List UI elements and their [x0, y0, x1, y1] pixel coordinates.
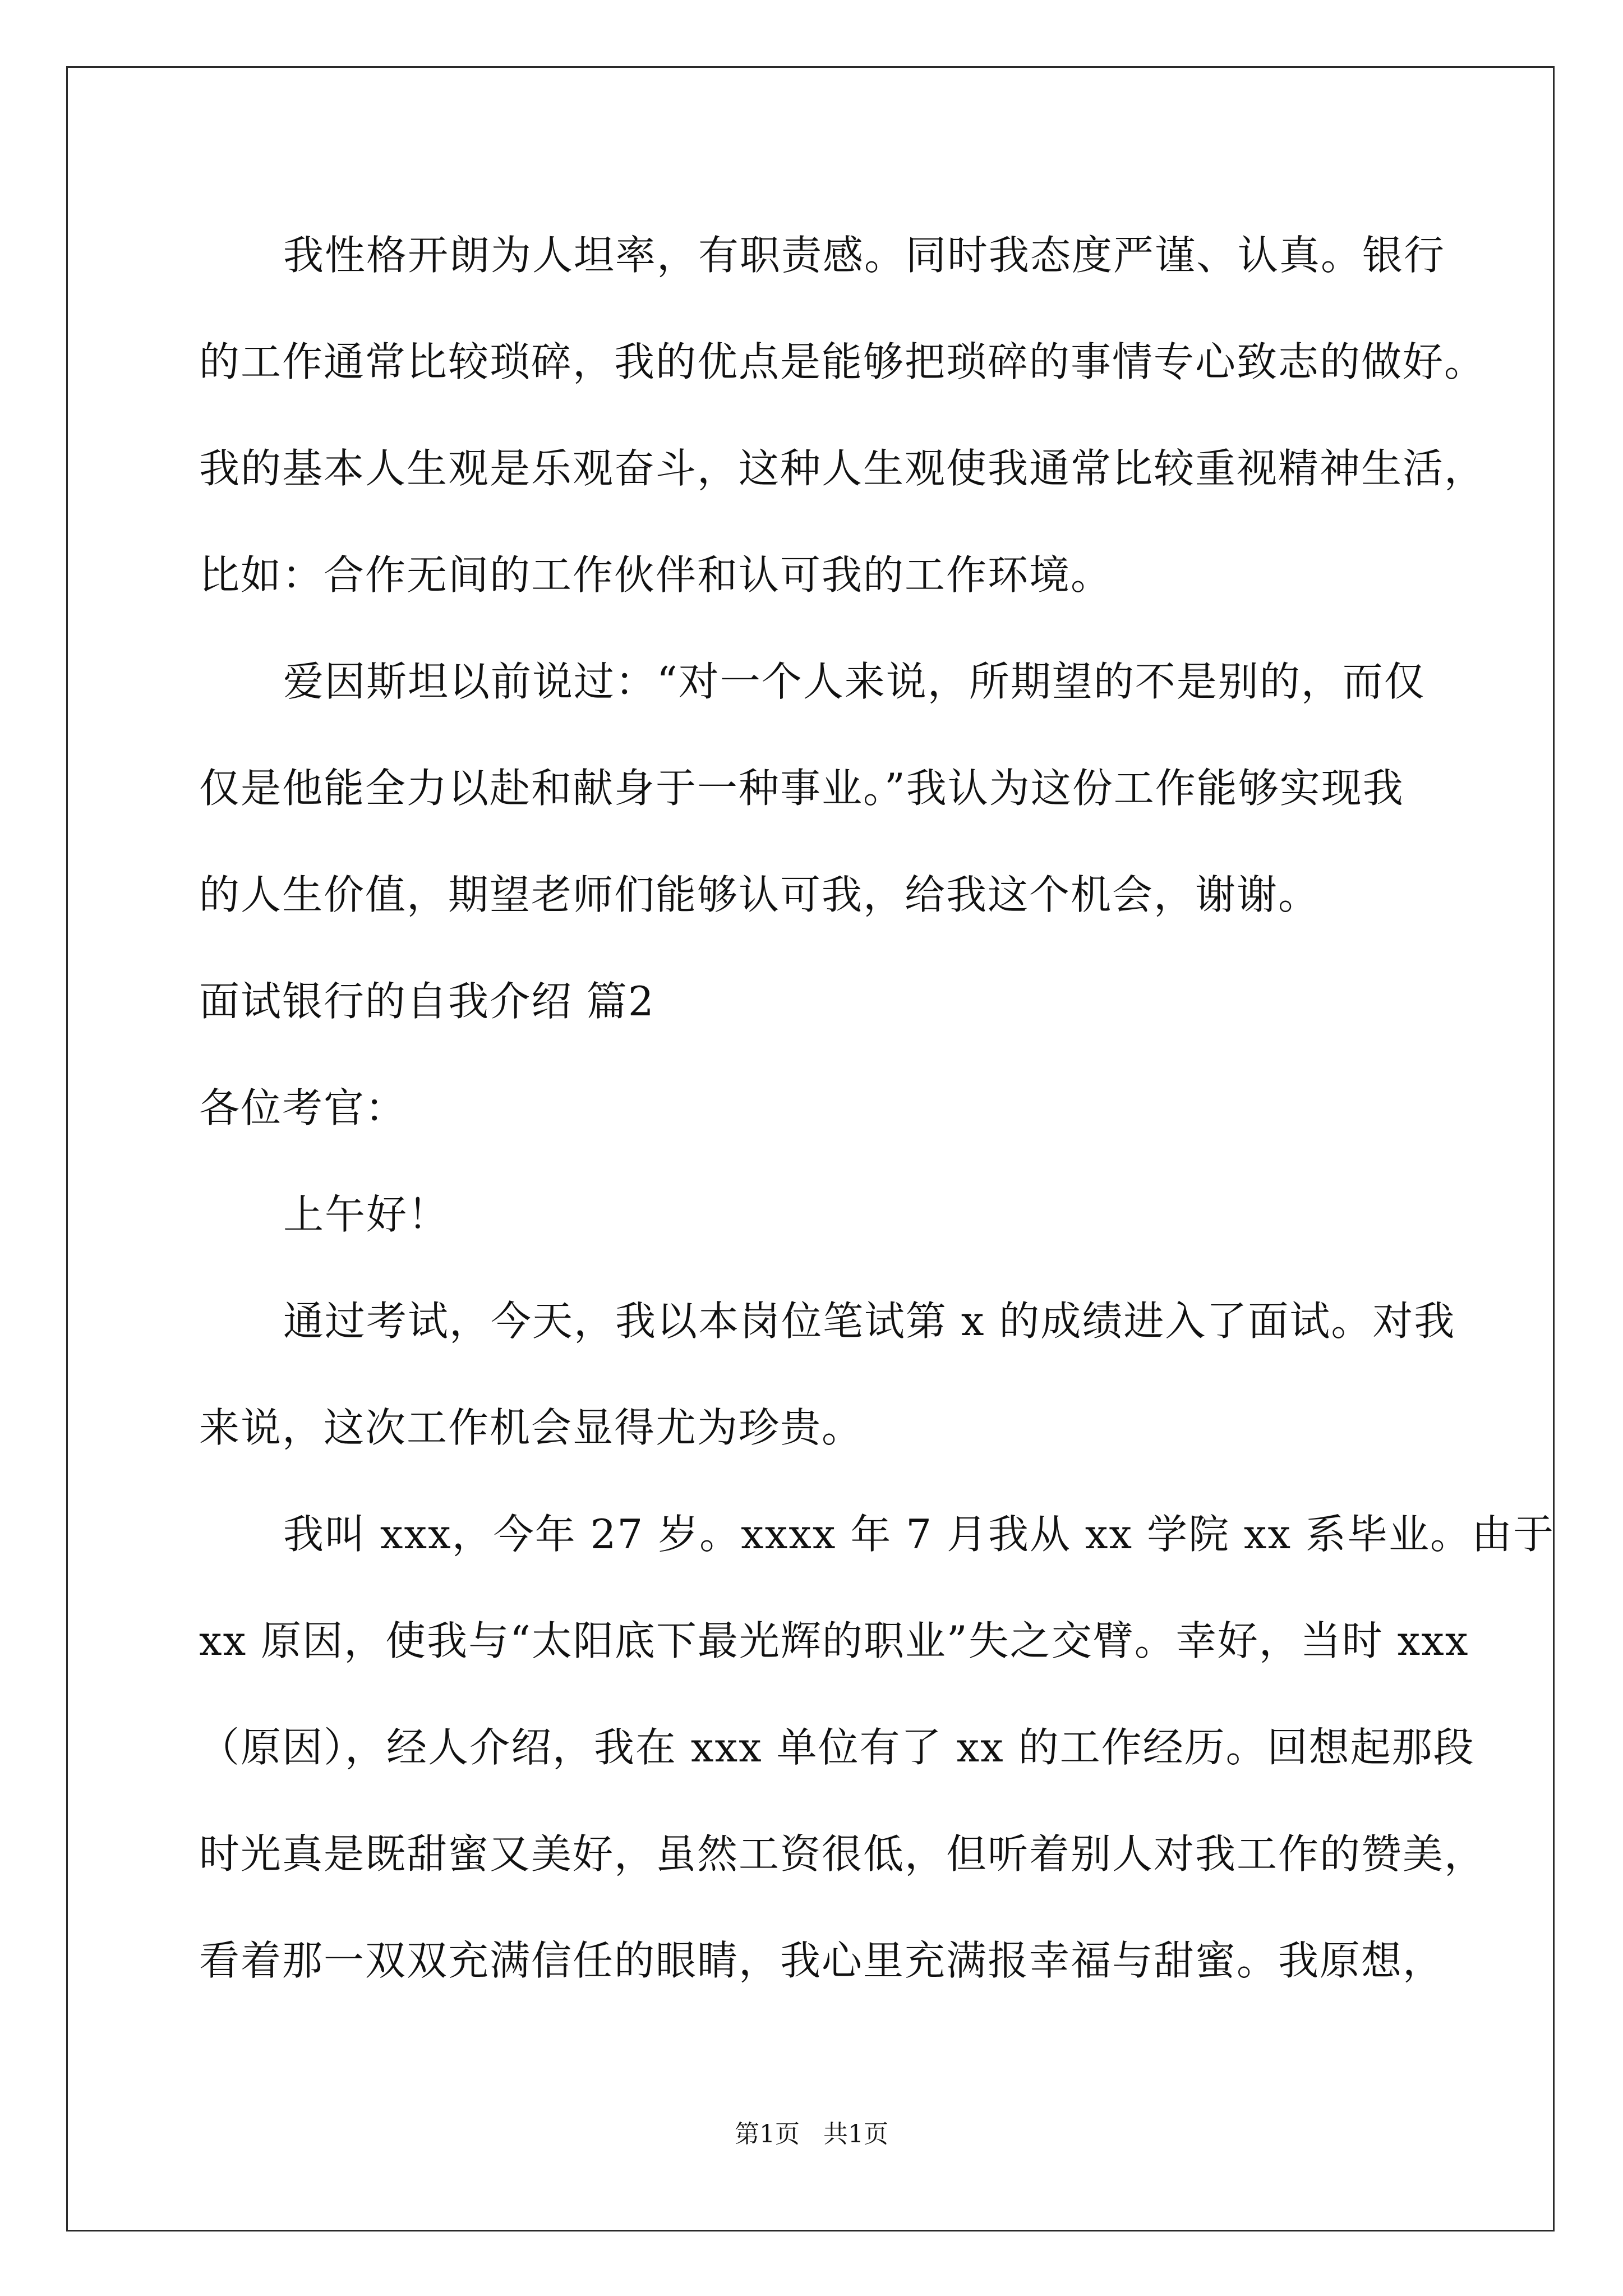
- section-heading: 面试银行的自我介绍 篇2: [199, 978, 655, 1025]
- paragraph-line: 比如：合作无间的工作伙伴和认可我的工作环境。: [199, 551, 1113, 599]
- paragraph-line: 时光真是既甜蜜又美好，虽然工资很低，但听着别人对我工作的赞美，: [199, 1830, 1486, 1878]
- document-body: [199, 202, 1555, 2014]
- paragraph-line: 看着那一双双充满信任的眼睛，我心里充满报幸福与甜蜜。我原想，: [199, 1937, 1445, 1984]
- paragraph-line: 我叫 xxx，今年 27 岁。xxxx 年 7 月我从 xx 学院 xx 系毕业。由于: [283, 1511, 1555, 1558]
- paragraph-line: 我性格开朗为人坦率，有职责感。同时我态度严谨、认真。银行: [283, 232, 1446, 279]
- paragraph-line: 爱因斯坦以前说过：“对一个人来说，所期望的不是别的，而仅: [283, 658, 1426, 705]
- paragraph-line: 仅是他能全力以赴和献身于一种事业。”我认为这份工作能够实现我: [199, 765, 1404, 812]
- salutation: 各位考官：: [199, 1084, 407, 1131]
- paragraph-line: （原因），经人介绍，我在 xxx 单位有了 xx 的工作经历。回想起那段: [199, 1724, 1475, 1771]
- paragraph-line: 的工作通常比较琐碎，我的优点是能够把琐碎的事情专心致志的做好。: [199, 338, 1486, 385]
- greeting: 上午好！: [283, 1191, 450, 1238]
- paragraph-line: 我的基本人生观是乐观奋斗，这种人生观使我通常比较重视精神生活，: [199, 445, 1486, 492]
- paragraph-line: 通过考试，今天，我以本岗位笔试第 x 的成绩进入了面试。对我: [283, 1297, 1456, 1345]
- paragraph-line: 的人生价值，期望老师们能够认可我，给我这个机会，谢谢。: [199, 871, 1320, 918]
- paragraph-line: 来说，这次工作机会显得尤为珍贵。: [199, 1404, 864, 1451]
- paragraph-line: xx 原因，使我与“太阳底下最光辉的职业”失之交臂。幸好，当时 xxx: [199, 1617, 1469, 1664]
- page-number-footer: 第1页 共1页: [735, 2120, 888, 2148]
